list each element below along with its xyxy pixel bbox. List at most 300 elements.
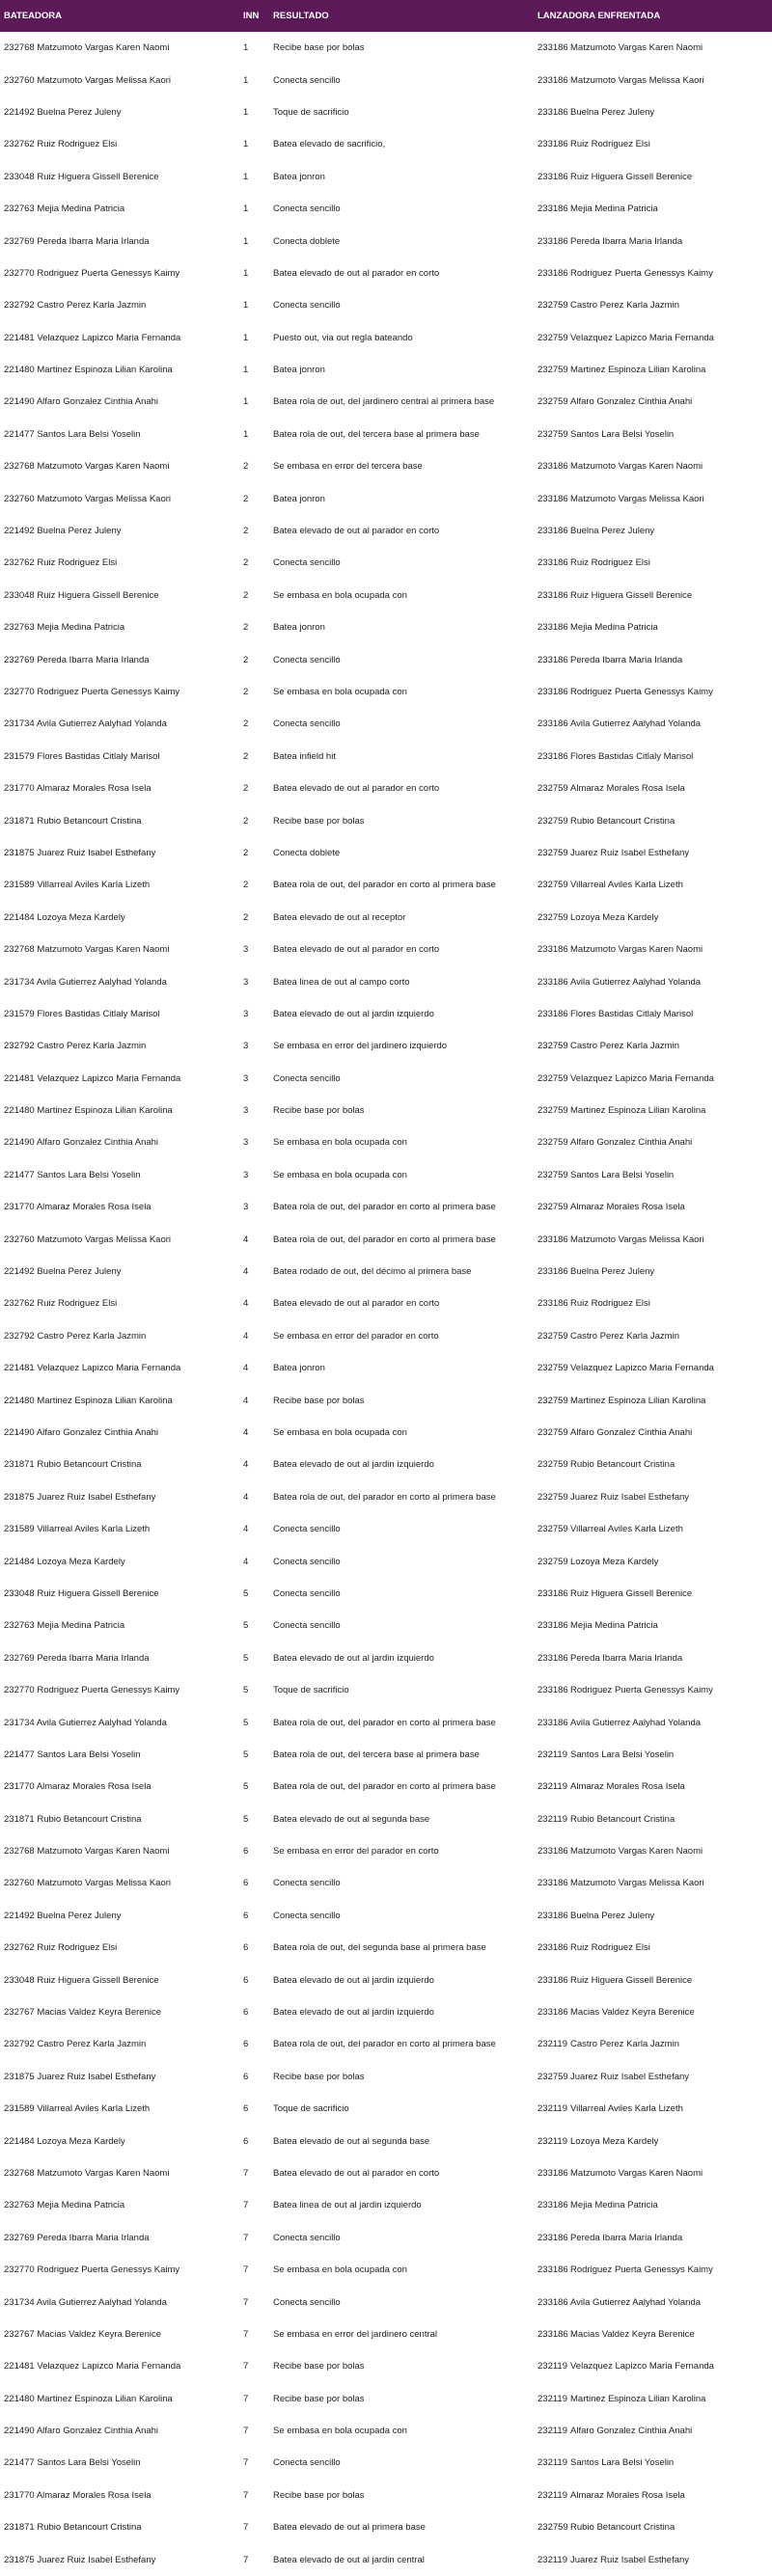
- pitcher-id: 232119: [538, 2135, 567, 2147]
- table-body: [0, 32, 772, 2576]
- pitcher-name: Avila Gutierrez Aalyhad Yolanda: [570, 2296, 702, 2308]
- pitcher-cell: [538, 1256, 769, 1288]
- batter-cell: 232769 Pereda Ibarra Maria Irlanda: [4, 654, 150, 665]
- pitcher-cell: [538, 1384, 769, 1416]
- table-row: [0, 1835, 772, 1867]
- inning-cell: 6: [243, 1974, 249, 1986]
- pitcher-cell: [538, 2383, 769, 2415]
- result-cell: Se embasa en bola ocupada con: [273, 1137, 407, 1149]
- inning-cell: 5: [243, 1781, 249, 1793]
- batter-cell: 233048 Ruiz Higuera Gissell Berenice: [4, 171, 159, 182]
- batter-cell: 221480 Martinez Espinoza Lilian Karolina: [4, 2393, 173, 2404]
- inning-cell: 1: [243, 42, 249, 54]
- pitcher-cell: [538, 482, 769, 514]
- inning-cell: 2: [243, 526, 249, 537]
- pitcher-cell: [538, 1417, 769, 1449]
- pitcher-name: Mejia Medina Patricia: [570, 203, 658, 215]
- pitcher-name: Villarreal Aviles Karla Lizeth: [570, 2103, 683, 2115]
- pitcher-cell: [538, 1545, 769, 1577]
- result-cell: Recibe base por bolas: [273, 1105, 365, 1117]
- pitcher-id: 233186: [538, 1234, 568, 1245]
- result-cell: Batea elevado de out al primera base: [273, 2522, 426, 2534]
- inning-cell: 2: [243, 654, 249, 665]
- table-row: [0, 64, 772, 95]
- inning-cell: 1: [243, 203, 249, 215]
- table-row: [0, 354, 772, 386]
- inning-cell: 5: [243, 1717, 249, 1728]
- pitcher-id: 233186: [538, 1008, 568, 1019]
- batter-cell: 231875 Juarez Ruiz Isabel Esthefany: [4, 1491, 156, 1503]
- table-row: [0, 1610, 772, 1641]
- table-row: [0, 1481, 772, 1513]
- table-row: [0, 258, 772, 289]
- inning-cell: 7: [243, 2426, 249, 2437]
- pitcher-name: Alfaro Gonzalez Cinthia Anahi: [570, 1426, 693, 1438]
- pitcher-cell: [538, 1126, 769, 1158]
- inning-cell: 7: [243, 2167, 249, 2179]
- pitcher-name: Lozoya Meza Kardely: [570, 2135, 659, 2147]
- batter-cell: 231770 Almaraz Morales Rosa Isela: [4, 783, 152, 795]
- pitcher-id: 232759: [538, 1041, 568, 1052]
- table-row: [0, 193, 772, 225]
- pitcher-id: 233186: [538, 2167, 568, 2179]
- inning-cell: 4: [243, 1266, 249, 1278]
- batter-cell: 231589 Villarreal Aviles Karla Lizeth: [4, 2103, 151, 2115]
- inning-cell: 6: [243, 1846, 249, 1857]
- pitcher-name: Rubio Betancourt Cristina: [570, 2522, 676, 2534]
- inning-cell: 4: [243, 1524, 249, 1535]
- pitcher-id: 232759: [538, 1105, 568, 1117]
- inning-cell: 3: [243, 1137, 249, 1149]
- pitcher-name: Ruiz Rodriguez Elsi: [570, 1298, 650, 1310]
- result-cell: Batea rola de out, del parador en corto al primera base: [273, 2039, 496, 2050]
- pitcher-name: Santos Lara Belsi Yoselin: [570, 1169, 675, 1180]
- pitcher-id: 233186: [538, 42, 568, 54]
- pitcher-name: Ruiz Higuera Gissell Berenice: [570, 1974, 693, 1986]
- pitcher-name: Mejia Medina Patricia: [570, 1620, 658, 1632]
- table-row: [0, 869, 772, 901]
- result-cell: Recibe base por bolas: [273, 2071, 365, 2082]
- header-result: RESULTADO: [273, 11, 329, 21]
- pitcher-name: Juarez Ruiz Isabel Esthefany: [570, 2071, 690, 2082]
- pitcher-id: 233186: [538, 1652, 568, 1664]
- table-row: [0, 2157, 772, 2189]
- pitcher-id: 233186: [538, 944, 568, 956]
- batter-cell: 231589 Villarreal Aviles Karla Lizeth: [4, 1524, 151, 1535]
- table-row: [0, 289, 772, 321]
- table-row: [0, 773, 772, 804]
- pitcher-name: Matzumoto Vargas Karen Naomi: [570, 42, 703, 54]
- batter-cell: 231871 Rubio Betancourt Cristina: [4, 1813, 142, 1825]
- batter-cell: 232763 Mejia Medina Patricia: [4, 1620, 125, 1632]
- result-cell: Conecta sencillo: [273, 1587, 341, 1599]
- inning-cell: 1: [243, 332, 249, 343]
- pitcher-name: Buelna Perez Juleny: [570, 526, 655, 537]
- result-cell: Batea elevado de out al parador en corto: [273, 944, 440, 956]
- pitcher-name: Avila Gutierrez Aalyhad Yolanda: [570, 976, 702, 988]
- table-row: [0, 1320, 772, 1352]
- pitcher-id: 232119: [538, 1813, 567, 1825]
- batter-cell: 232762 Ruiz Rodriguez Elsi: [4, 1942, 118, 1954]
- result-cell: Recibe base por bolas: [273, 2361, 365, 2373]
- batter-cell: 232763 Mejia Medina Patricia: [4, 622, 125, 634]
- pitcher-name: Buelna Perez Juleny: [570, 106, 655, 118]
- inning-cell: 3: [243, 944, 249, 956]
- pitcher-cell: [538, 193, 769, 225]
- table-row: [0, 2286, 772, 2318]
- batter-cell: 232763 Mejia Medina Patricia: [4, 203, 125, 215]
- pitcher-name: Avila Gutierrez Aalyhad Yolanda: [570, 719, 702, 730]
- result-cell: Conecta sencillo: [273, 1524, 341, 1535]
- table-row: [0, 225, 772, 257]
- batter-cell: 232762 Ruiz Rodriguez Elsi: [4, 139, 118, 150]
- result-cell: Se embasa en error del parador en corto: [273, 1846, 439, 1857]
- inning-cell: 1: [243, 74, 249, 86]
- result-cell: Batea elevado de out al jardin izquierdo: [273, 1974, 434, 1986]
- header-batter: BATEADORA: [4, 11, 62, 21]
- batter-cell: 233048 Ruiz Higuera Gissell Berenice: [4, 589, 159, 601]
- pitcher-name: Pereda Ibarra Maria Irlanda: [570, 654, 683, 665]
- pitcher-id: 232759: [538, 1363, 568, 1374]
- pitcher-cell: [538, 1352, 769, 1384]
- table-row: [0, 450, 772, 482]
- batter-cell: 232769 Pereda Ibarra Maria Irlanda: [4, 1652, 150, 1664]
- pitcher-cell: [538, 2511, 769, 2543]
- pitcher-cell: [538, 96, 769, 128]
- inning-cell: 5: [243, 1620, 249, 1632]
- pitcher-cell: [538, 2415, 769, 2447]
- pitcher-cell: [538, 1320, 769, 1352]
- table-row: [0, 322, 772, 354]
- pitcher-id: 232759: [538, 815, 568, 827]
- batter-cell: 221480 Martinez Espinoza Lilian Karolina: [4, 1105, 173, 1117]
- inning-cell: 6: [243, 2071, 249, 2082]
- result-cell: Batea rola de out, del parador en corto al primera base: [273, 1717, 496, 1728]
- inning-cell: 3: [243, 1105, 249, 1117]
- pitcher-id: 232759: [538, 300, 568, 312]
- result-cell: Recibe base por bolas: [273, 42, 365, 54]
- table-row: [0, 580, 772, 611]
- result-cell: Se embasa en error del jardinero central: [273, 2328, 438, 2340]
- pitcher-cell: [538, 1932, 769, 1964]
- inning-cell: 1: [243, 235, 249, 247]
- batter-cell: 232769 Pereda Ibarra Maria Irlanda: [4, 2232, 150, 2243]
- inning-cell: 6: [243, 2039, 249, 2050]
- result-cell: Recibe base por bolas: [273, 2393, 365, 2404]
- batter-cell: 232769 Pereda Ibarra Maria Irlanda: [4, 235, 150, 247]
- pitcher-id: 233186: [538, 1266, 568, 1278]
- table-row: [0, 965, 772, 997]
- pitcher-cell: [538, 2543, 769, 2575]
- table-row: [0, 2125, 772, 2156]
- pitcher-cell: [538, 258, 769, 289]
- pitcher-cell: [538, 354, 769, 386]
- table-row: [0, 482, 772, 514]
- result-cell: Se embasa en error del tercera base: [273, 461, 423, 473]
- pitcher-id: 232759: [538, 428, 568, 440]
- batter-cell: 231734 Avila Gutierrez Aalyhad Yolanda: [4, 976, 167, 988]
- inning-cell: 5: [243, 1652, 249, 1664]
- pitcher-cell: [538, 386, 769, 418]
- pitcher-name: Pereda Ibarra Maria Irlanda: [570, 2232, 683, 2243]
- pitcher-name: Alfaro Gonzalez Cinthia Anahi: [570, 396, 693, 408]
- result-cell: Recibe base por bolas: [273, 815, 365, 827]
- result-cell: Conecta sencillo: [273, 203, 341, 215]
- pitcher-id: 232759: [538, 1169, 568, 1180]
- pitcher-cell: [538, 64, 769, 95]
- pitcher-name: Matzumoto Vargas Karen Naomi: [570, 461, 703, 473]
- result-cell: Batea elevado de out al parador en corto: [273, 2167, 440, 2179]
- inning-cell: 1: [243, 428, 249, 440]
- batter-cell: 221477 Santos Lara Belsi Yoselin: [4, 1749, 141, 1760]
- pitcher-name: Macias Valdez Keyra Berenice: [570, 2328, 695, 2340]
- result-cell: Conecta sencillo: [273, 300, 341, 312]
- pitcher-id: 233186: [538, 622, 568, 634]
- pitcher-name: Alfaro Gonzalez Cinthia Anahi: [570, 2426, 693, 2437]
- pitcher-name: Matzumoto Vargas Karen Naomi: [570, 2167, 703, 2179]
- pitcher-id: 233186: [538, 1587, 568, 1599]
- pitcher-cell: [538, 1513, 769, 1545]
- pitcher-id: 233186: [538, 2296, 568, 2308]
- pitcher-id: 233186: [538, 526, 568, 537]
- pitcher-cell: [538, 322, 769, 354]
- pitcher-id: 232119: [538, 2361, 567, 2373]
- table-row: [0, 1223, 772, 1255]
- pitcher-id: 232759: [538, 1556, 568, 1567]
- batter-cell: 231875 Juarez Ruiz Isabel Esthefany: [4, 2071, 156, 2082]
- pitcher-id: 233186: [538, 493, 568, 504]
- batter-cell: 232760 Matzumoto Vargas Melissa Kaori: [4, 1878, 172, 1889]
- table-row: [0, 934, 772, 965]
- inning-cell: 2: [243, 750, 249, 762]
- pitcher-id: 232759: [538, 1202, 568, 1213]
- pitcher-id: 233186: [538, 203, 568, 215]
- pitcher-cell: [538, 837, 769, 869]
- result-cell: Batea rola de out, del tercera base al primera base: [273, 428, 480, 440]
- inning-cell: 2: [243, 622, 249, 634]
- pitcher-name: Velazquez Lapizco Maria Fernanda: [570, 1363, 714, 1374]
- batter-cell: 221477 Santos Lara Belsi Yoselin: [4, 2457, 141, 2469]
- pitcher-id: 232759: [538, 911, 568, 923]
- pitcher-name: Flores Bastidas Citlaly Marisol: [570, 750, 694, 762]
- inning-cell: 4: [243, 1426, 249, 1438]
- pitcher-cell: [538, 741, 769, 773]
- result-cell: Se embasa en bola ocupada con: [273, 2426, 407, 2437]
- pitcher-name: Martinez Espinoza Lilian Karolina: [570, 1105, 706, 1117]
- pitcher-cell: [538, 2350, 769, 2382]
- batter-cell: 221490 Alfaro Gonzalez Cinthia Anahi: [4, 1426, 159, 1438]
- pitcher-cell: [538, 1739, 769, 1771]
- inning-cell: 1: [243, 171, 249, 182]
- table-row: [0, 2383, 772, 2415]
- table-row: [0, 1803, 772, 1834]
- header-pitcher: LANZADORA ENFRENTADA: [538, 11, 661, 21]
- table-row: [0, 1706, 772, 1738]
- result-cell: Batea rola de out, del jardinero central al primera base: [273, 396, 495, 408]
- inning-cell: 5: [243, 1749, 249, 1760]
- pitcher-cell: [538, 2447, 769, 2479]
- pitcher-id: 233186: [538, 1846, 568, 1857]
- inning-cell: 7: [243, 2554, 249, 2565]
- inning-cell: 5: [243, 1587, 249, 1599]
- pitcher-name: Matzumoto Vargas Melissa Kaori: [570, 493, 704, 504]
- pitcher-cell: [538, 1159, 769, 1191]
- inning-cell: 2: [243, 589, 249, 601]
- batter-cell: 231770 Almaraz Morales Rosa Isela: [4, 2489, 152, 2501]
- inning-cell: 1: [243, 396, 249, 408]
- batter-cell: 221480 Martinez Espinoza Lilian Karolina: [4, 1395, 173, 1406]
- inning-cell: 2: [243, 557, 249, 569]
- batter-cell: 232770 Rodriguez Puerta Genessys Kaimy: [4, 2264, 180, 2276]
- table-row: [0, 419, 772, 450]
- inning-cell: 4: [243, 1363, 249, 1374]
- table-row: [0, 1642, 772, 1674]
- pitcher-name: Martinez Espinoza Lilian Karolina: [570, 1395, 706, 1406]
- batter-cell: 221492 Buelna Perez Juleny: [4, 1910, 122, 1921]
- result-cell: Batea rola de out, del parador en corto al primera base: [273, 1491, 496, 1503]
- inning-cell: 3: [243, 1169, 249, 1180]
- table-row: [0, 2189, 772, 2221]
- pitcher-name: Velazquez Lapizco Maria Fernanda: [570, 2361, 714, 2373]
- batter-cell: 232768 Matzumoto Vargas Karen Naomi: [4, 2167, 170, 2179]
- pitcher-cell: [538, 225, 769, 257]
- pitcher-id: 233186: [538, 1878, 568, 1889]
- pitcher-id: 232759: [538, 847, 568, 858]
- pitcher-id: 232759: [538, 1426, 568, 1438]
- table-row: [0, 386, 772, 418]
- table-row: [0, 902, 772, 934]
- inning-cell: 2: [243, 847, 249, 858]
- pitcher-name: Ruiz Higuera Gissell Berenice: [570, 589, 693, 601]
- pitcher-name: Juarez Ruiz Isabel Esthefany: [570, 847, 690, 858]
- batter-cell: 231734 Avila Gutierrez Aalyhad Yolanda: [4, 2296, 167, 2308]
- inning-cell: 7: [243, 2393, 249, 2404]
- inning-cell: 1: [243, 300, 249, 312]
- inning-cell: 7: [243, 2328, 249, 2340]
- result-cell: Se embasa en error del jardinero izquierdo: [273, 1041, 448, 1052]
- pitcher-cell: [538, 1900, 769, 1932]
- pitcher-name: Juarez Ruiz Isabel Esthefany: [570, 1491, 690, 1503]
- table-row: [0, 741, 772, 773]
- pitcher-name: Castro Perez Karla Jazmin: [570, 1041, 679, 1052]
- pitcher-name: Alfaro Gonzalez Cinthia Anahi: [570, 1137, 693, 1149]
- pitcher-cell: [538, 1610, 769, 1641]
- result-cell: Batea elevado de sacrificio,: [273, 139, 386, 150]
- table-header: [0, 0, 772, 32]
- pitcher-name: Ruiz Rodriguez Elsi: [570, 139, 650, 150]
- inning-cell: 2: [243, 719, 249, 730]
- pitcher-id: 232759: [538, 1137, 568, 1149]
- pitcher-cell: [538, 708, 769, 740]
- batter-cell: 232760 Matzumoto Vargas Melissa Kaori: [4, 74, 172, 86]
- inning-cell: 7: [243, 2264, 249, 2276]
- pitcher-id: 233186: [538, 557, 568, 569]
- pitcher-id: 232119: [538, 1781, 567, 1793]
- result-cell: Conecta sencillo: [273, 2232, 341, 2243]
- table-row: [0, 1095, 772, 1126]
- inning-cell: 7: [243, 2361, 249, 2373]
- batter-cell: 231875 Juarez Ruiz Isabel Esthefany: [4, 847, 156, 858]
- result-cell: Batea elevado de out al jardin izquierdo: [273, 1008, 434, 1019]
- inning-cell: 4: [243, 1459, 249, 1471]
- pitcher-id: 232759: [538, 1524, 568, 1535]
- result-cell: Conecta doblete: [273, 847, 341, 858]
- pitcher-id: 232119: [538, 2039, 567, 2050]
- table-row: [0, 2254, 772, 2286]
- pitcher-id: 233186: [538, 719, 568, 730]
- table-row: [0, 1063, 772, 1095]
- batter-cell: 221484 Lozoya Meza Kardely: [4, 2135, 125, 2147]
- table-row: [0, 708, 772, 740]
- batter-cell: 221481 Velazquez Lapizco Maria Fernanda: [4, 1072, 181, 1084]
- inning-cell: 2: [243, 911, 249, 923]
- table-row: [0, 2415, 772, 2447]
- pitcher-name: Avila Gutierrez Aalyhad Yolanda: [570, 1717, 702, 1728]
- result-cell: Batea elevado de out al segunda base: [273, 2135, 430, 2147]
- pitcher-id: 232759: [538, 2522, 568, 2534]
- pitcher-name: Almaraz Morales Rosa Isela: [570, 783, 685, 795]
- pitcher-name: Castro Perez Karla Jazmin: [570, 300, 679, 312]
- inning-cell: 4: [243, 1556, 249, 1567]
- table-row: [0, 2093, 772, 2125]
- inning-cell: 6: [243, 2135, 249, 2147]
- batter-cell: 232792 Castro Perez Karla Jazmin: [4, 2039, 147, 2050]
- inning-cell: 3: [243, 1072, 249, 1084]
- pitcher-id: 232759: [538, 1491, 568, 1503]
- pitcher-id: 232759: [538, 783, 568, 795]
- batter-cell: 232770 Rodriguez Puerta Genessys Kaimy: [4, 687, 180, 697]
- pitcher-cell: [538, 965, 769, 997]
- pitcher-id: 233186: [538, 1298, 568, 1310]
- result-cell: Conecta sencillo: [273, 1072, 341, 1084]
- pitcher-name: Buelna Perez Juleny: [570, 1266, 655, 1278]
- table-row: [0, 1449, 772, 1480]
- table-row: [0, 1191, 772, 1223]
- pitcher-id: 233186: [538, 654, 568, 665]
- batter-cell: 232763 Mejia Medina Patricia: [4, 2200, 125, 2211]
- pitcher-id: 233186: [538, 74, 568, 86]
- batter-cell: 232770 Rodriguez Puerta Genessys Kaimy: [4, 1685, 180, 1696]
- pitcher-id: 232759: [538, 1330, 568, 1342]
- table-row: [0, 1126, 772, 1158]
- table-row: [0, 2480, 772, 2511]
- pitcher-cell: [538, 1095, 769, 1126]
- pitcher-id: 233186: [538, 1717, 568, 1728]
- batter-cell: 231770 Almaraz Morales Rosa Isela: [4, 1202, 152, 1213]
- pitcher-cell: [538, 1288, 769, 1319]
- pitcher-id: 232119: [538, 2426, 567, 2437]
- result-cell: Batea rola de out, del segunda base al primera base: [273, 1942, 486, 1954]
- batter-cell: 231871 Rubio Betancourt Cristina: [4, 1459, 142, 1471]
- pitcher-id: 233186: [538, 139, 568, 150]
- inning-cell: 4: [243, 1234, 249, 1245]
- batter-cell: 221477 Santos Lara Belsi Yoselin: [4, 428, 141, 440]
- batter-cell: 231871 Rubio Betancourt Cristina: [4, 815, 142, 827]
- pitcher-name: Martinez Espinoza Lilian Karolina: [570, 365, 706, 376]
- batter-cell: 232760 Matzumoto Vargas Melissa Kaori: [4, 1234, 172, 1245]
- pitcher-id: 232119: [538, 2393, 567, 2404]
- batter-cell: 221492 Buelna Perez Juleny: [4, 1266, 122, 1278]
- table-row: [0, 676, 772, 708]
- pitcher-cell: [538, 2093, 769, 2125]
- result-cell: Conecta sencillo: [273, 2296, 341, 2308]
- pitcher-name: Santos Lara Belsi Yoselin: [570, 2457, 675, 2469]
- pitcher-cell: [538, 1996, 769, 2028]
- pitcher-cell: [538, 804, 769, 836]
- batter-cell: 221481 Velazquez Lapizco Maria Fernanda: [4, 332, 181, 343]
- result-cell: Conecta sencillo: [273, 1620, 341, 1632]
- pitcher-name: Juarez Ruiz Isabel Esthefany: [570, 2554, 690, 2565]
